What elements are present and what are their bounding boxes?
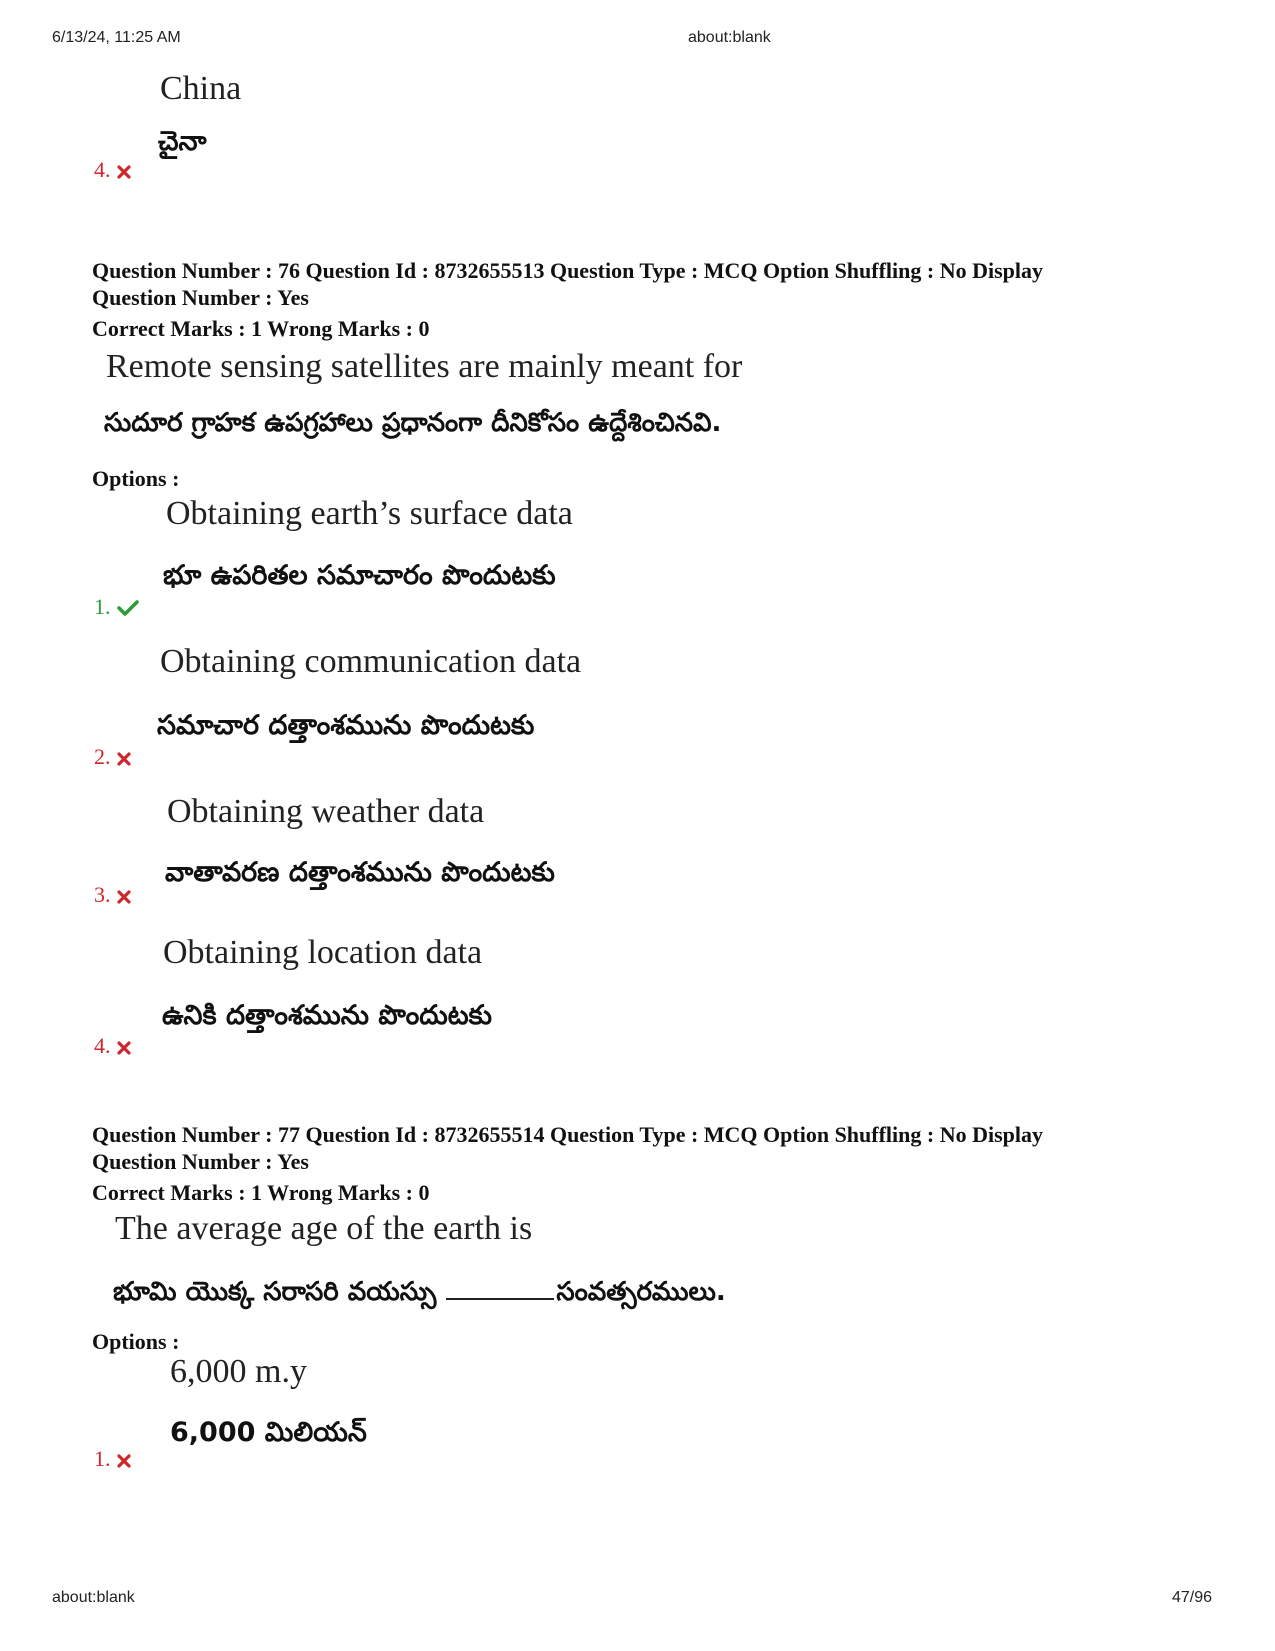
q76-meta-line1: Question Number : 76 Question Id : 8732655513 Question Type : MCQ Option Shuffling : No Display: [92, 258, 1044, 283]
option-number: 4.: [94, 1033, 111, 1058]
print-url: about:blank: [688, 29, 771, 46]
q76-option-2-english: Obtaining communication data: [160, 643, 582, 680]
page-number: 47/96: [1172, 1589, 1213, 1606]
option-number: 1.: [94, 594, 111, 619]
q77-question-telugu: [113, 1276, 726, 1313]
q77-meta-line1: Question Number : 77 Question Id : 8732655514 Question Type : MCQ Option Shuffling : No Display: [92, 1122, 1044, 1147]
q77-marks: Correct Marks : 1 Wrong Marks : 0: [92, 1180, 430, 1205]
cross-icon: [117, 159, 131, 185]
prev-option-4-marker: [94, 157, 131, 185]
q77-question-telugu-end: సంవత్సరములు.: [556, 1277, 726, 1307]
q76-option-3-telugu: వాతావరణ దత్తాంశమును పొందుటకు: [165, 857, 555, 888]
q76-option-1-marker: [94, 594, 139, 622]
q76-option-3-marker: [94, 882, 131, 910]
fill-in-blank: [446, 1276, 554, 1300]
cross-icon: [117, 1448, 131, 1474]
q76-option-4-english: Obtaining location data: [163, 934, 483, 971]
q76-meta: [92, 257, 1043, 342]
q76-options-label: Options :: [92, 466, 180, 491]
q77-meta-line2: Question Number : Yes: [92, 1149, 309, 1174]
q76-option-2-telugu: సమాచార దత్తాంశమును పొందుటకు: [157, 710, 535, 741]
q76-question-english: Remote sensing satellites are mainly meant for: [106, 348, 743, 385]
cross-icon: [117, 884, 131, 910]
option-number: 3.: [94, 882, 111, 907]
option-number: 1.: [94, 1446, 111, 1471]
q76-marks: Correct Marks : 1 Wrong Marks : 0: [92, 316, 430, 341]
q77-option-1-english: 6,000 m.y: [170, 1353, 307, 1390]
q76-option-3-english: Obtaining weather data: [167, 793, 485, 830]
option-number: 4.: [94, 157, 111, 182]
cross-icon: [117, 746, 131, 772]
q77-option-1-marker: [94, 1446, 131, 1474]
q77-question-telugu-start: భూమి యొక్క సరాసరి వయస్సు: [113, 1277, 437, 1307]
q76-option-1-english: Obtaining earth’s surface data: [166, 495, 573, 532]
q76-option-2-marker: [94, 744, 131, 772]
q76-option-1-telugu: భూ ఉపరితల సమాచారం పొందుటకు: [163, 560, 556, 591]
print-datetime: 6/13/24, 11:25 AM: [52, 29, 181, 46]
q77-question-english: The average age of the earth is: [115, 1210, 533, 1247]
prev-option-4-telugu: చైనా: [158, 126, 207, 157]
cross-icon: [117, 1035, 131, 1061]
q76-option-4-telugu: ఉనికి దత్తాంశమును పొందుటకు: [162, 1000, 492, 1031]
prev-option-4-english: China: [160, 70, 242, 107]
q76-question-telugu: సుదూర గ్రాహక ఉపగ్రహాలు ప్రధానంగా దీనికోసం ఉద్దేశించినవి.: [104, 408, 722, 438]
q76-meta-line2: Question Number : Yes: [92, 285, 309, 310]
q77-options-label: Options :: [92, 1329, 180, 1354]
option-number: 2.: [94, 744, 111, 769]
footer-url: about:blank: [52, 1589, 135, 1606]
q77-option-1-telugu: 6,000 మిలియన్: [170, 1417, 367, 1448]
q77-meta: [92, 1121, 1043, 1206]
check-icon: [117, 596, 139, 622]
q76-option-4-marker: [94, 1033, 131, 1061]
